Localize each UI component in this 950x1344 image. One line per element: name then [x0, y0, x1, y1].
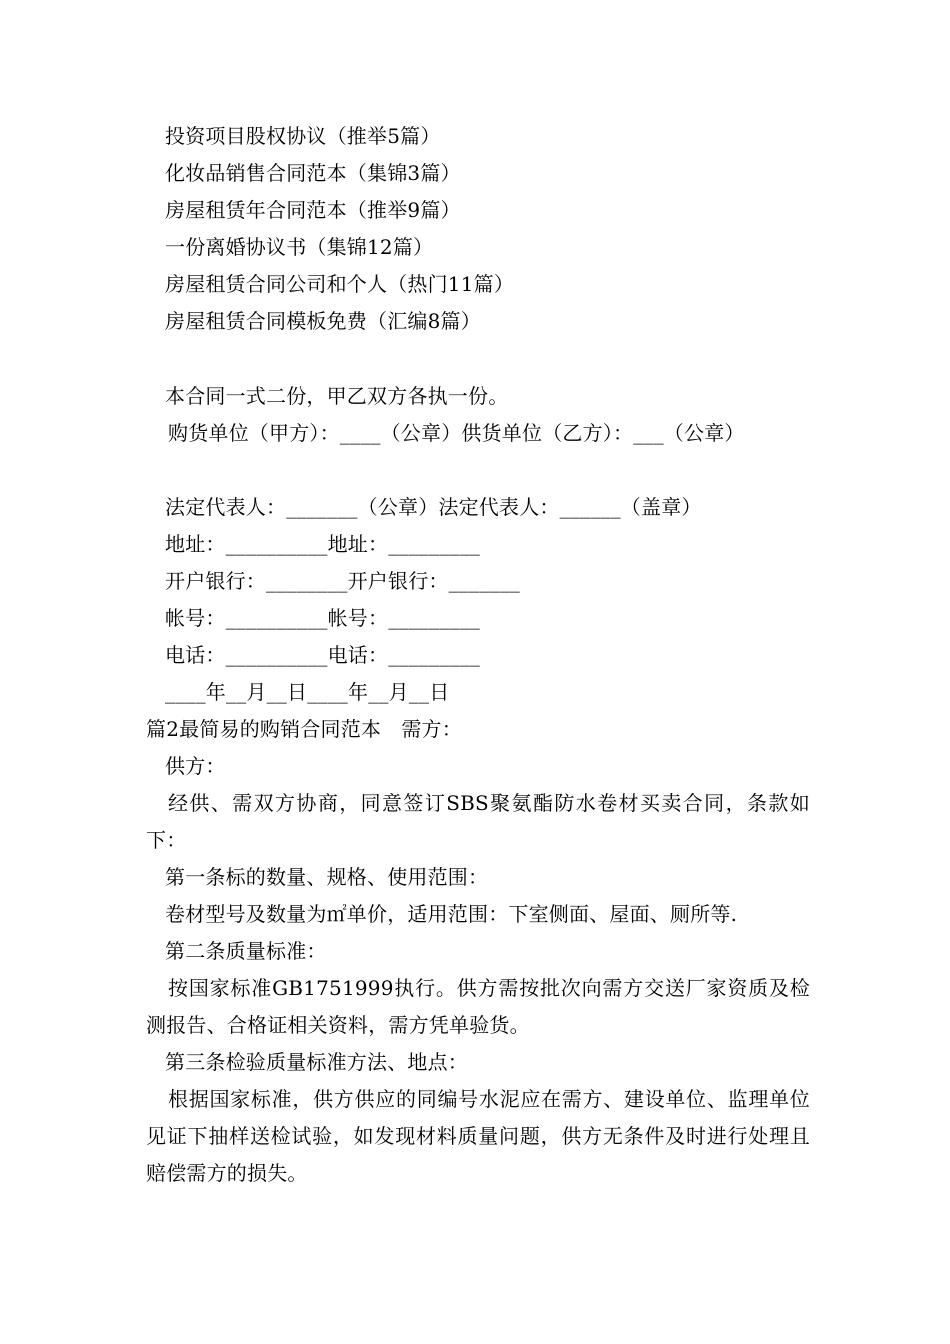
related-link-1[interactable]: 投资项目股权协议（推举5篇）	[165, 124, 441, 148]
contract2-heading: 篇2最简易的购销合同范本 需方：	[146, 717, 462, 741]
supplier-line: 供方：	[165, 754, 226, 778]
contract2-intro: 经供、需双方协商，同意签订SBS聚氨酯防水卷材买卖合同，条款如下：	[146, 791, 810, 852]
contract-copies-clause: 本合同一式二份，甲乙双方各执一份。	[165, 384, 509, 408]
address-line: 地址：__________地址：_________	[165, 532, 480, 556]
article3-title: 第三条检验质量标准方法、地点：	[165, 1050, 468, 1074]
contract-parties: 购货单位（甲方）：____（公章）供货单位（乙方）：___（公章）	[168, 421, 745, 445]
related-link-4[interactable]: 一份离婚协议书（集锦12篇）	[165, 235, 434, 259]
related-link-3[interactable]: 房屋租赁年合同范本（推举9篇）	[165, 198, 461, 222]
article3-body: 根据国家标准，供方供应的同编号水泥应在需方、建设单位、监理单位见证下抽样送检试验，如发现材料质量问题，供方无条件及时进行处理且赔偿需方的损失。	[146, 1087, 810, 1185]
article1-body: 卷材型号及数量为㎡单价，适用范围：下室侧面、屋面、厕所等.	[165, 902, 738, 926]
article2-title: 第二条质量标准：	[165, 939, 327, 963]
account-line: 帐号：__________帐号：_________	[165, 606, 480, 630]
legal-representative-line: 法定代表人：_______（公章）法定代表人：______（盖章）	[165, 495, 702, 519]
date-line: ____年__月__日____年__月__日	[165, 680, 450, 704]
related-link-6[interactable]: 房屋租赁合同模板免费（汇编8篇）	[165, 309, 481, 333]
related-link-5[interactable]: 房屋租赁合同公司和个人（热门11篇）	[165, 272, 515, 296]
article1-title: 第一条标的数量、规格、使用范围：	[165, 865, 489, 889]
related-link-2[interactable]: 化妆品销售合同范本（集锦3篇）	[165, 161, 461, 185]
phone-line: 电话：__________电话：_________	[165, 643, 480, 667]
article2-body: 按国家标准GB1751999执行。供方需按批次向需方交送厂家资质及检测报告、合格证相关资料，需方凭单验货。	[146, 976, 810, 1037]
bank-line: 开户银行：________开户银行：_______	[165, 569, 520, 593]
